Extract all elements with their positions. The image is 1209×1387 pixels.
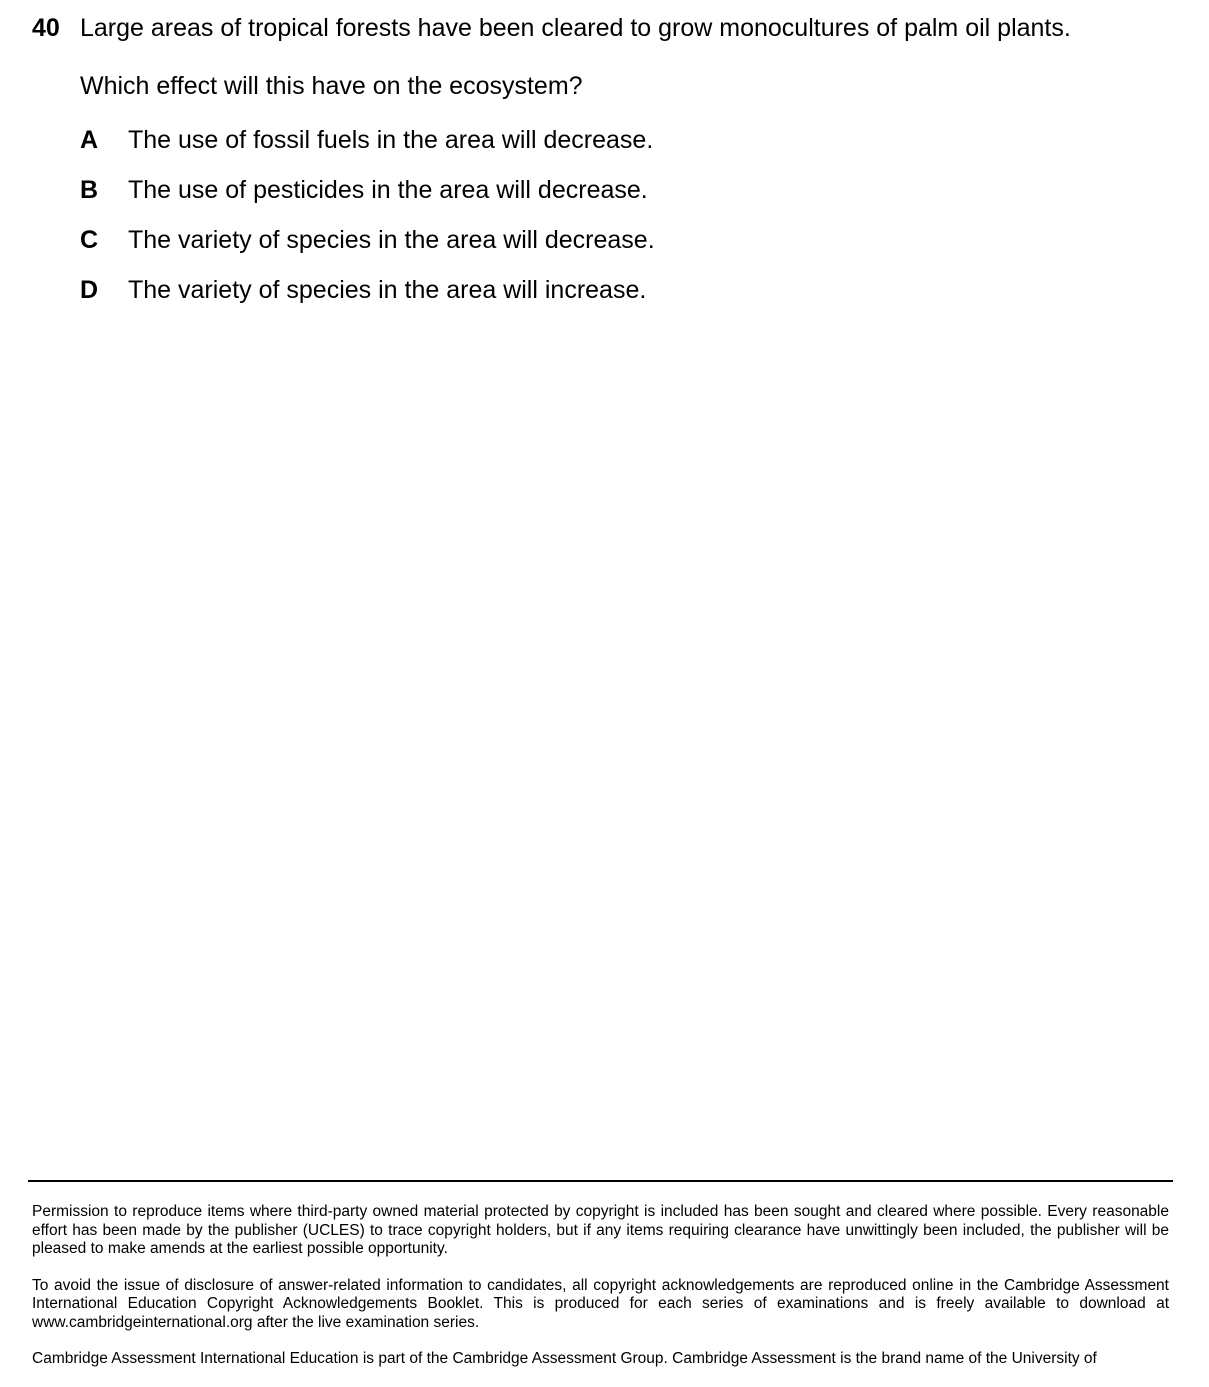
- footer-divider: [28, 1180, 1173, 1182]
- option-text: The use of fossil fuels in the area will decrease.: [128, 126, 654, 154]
- option-letter: C: [80, 226, 99, 254]
- cambridge-notice: Cambridge Assessment International Education is part of the Cambridge Assessment Group. Cambridge Assessment is the brand name of the University of: [32, 1350, 1097, 1367]
- option-letter: B: [80, 176, 99, 204]
- option-d: [80, 274, 1182, 324]
- copyright-footer: [32, 1203, 1169, 1387]
- question-number: 40: [32, 14, 60, 42]
- permission-notice: Permission to reproduce items where third-party owned material protected by copyright is included has been sought and cleared where possible. Every reasonable effort has been made by the publisher (UCLES) to trace copyright holders, but if any items requiring clearance have unwittingly been included, the publisher will be pleased to make amends at the earliest possible opportunity.: [32, 1203, 1169, 1257]
- option-c: [80, 224, 1182, 274]
- disclosure-notice: To avoid the issue of disclosure of answer-related information to candidates, all copyright acknowledgements are reproduced online in the Cambridge Assessment International Education Copyright Acknowledgements Booklet. This is produced for each series of examinations and is freely available to download at www.cambridgeinternational.org after the live examination series.: [32, 1276, 1169, 1331]
- option-text: The variety of species in the area will increase.: [128, 276, 647, 304]
- question-header: [32, 12, 1182, 44]
- option-letter: A: [80, 126, 99, 154]
- answer-options: [80, 124, 1182, 324]
- option-letter: D: [80, 276, 99, 304]
- question-prompt: Which effect will this have on the ecosystem?: [80, 72, 583, 100]
- option-a: [80, 124, 1182, 174]
- question-stem: Large areas of tropical forests have been cleared to grow monocultures of palm oil plants.: [80, 14, 1071, 42]
- option-b: [80, 174, 1182, 224]
- option-text: The use of pesticides in the area will decrease.: [128, 176, 648, 204]
- question-block: [32, 12, 1182, 324]
- option-text: The variety of species in the area will decrease.: [128, 226, 655, 254]
